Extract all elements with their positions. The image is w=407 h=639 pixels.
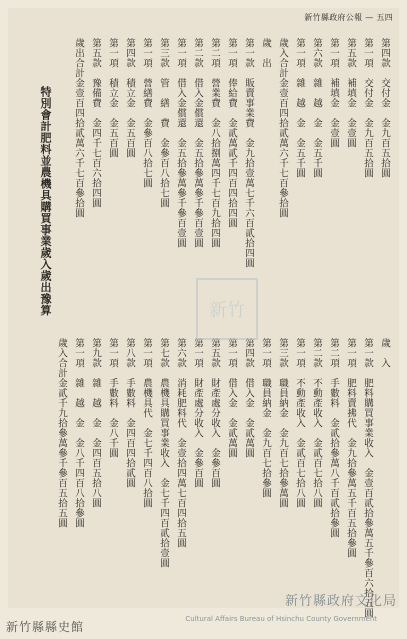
- upper-column-13: 第三款 管 繕 費 金參百八拾七圓: [158, 38, 169, 208]
- upper-column-3: 第一項 補填金 金壹圓: [328, 38, 339, 148]
- upper-column-7: 歲 出: [260, 38, 271, 68]
- upper-column-9: 第一項 俸給費 金貳萬貳千四百四拾四圓: [226, 38, 237, 228]
- lower-column-6: 第三款 職員納金 金九百七拾參萬圓: [277, 338, 288, 508]
- upper-column-1: 第一項 交付金 金九百五拾圓: [362, 38, 373, 178]
- lower-column-4: 第二款 不動產收入 金貳百七拾八圓: [311, 338, 322, 508]
- upper-column-8: 第一款 販賣事業費 金九拾壹萬七千六百貳拾四圓: [243, 38, 254, 268]
- upper-column-12: 第一項 借入金償還 金五拾參萬參千參百壹圓: [175, 38, 186, 248]
- upper-column-11: 第二款 借入金償還 金五拾參萬參千參百壹圓: [192, 38, 203, 248]
- page-header: 新竹縣政府公報 — 五四: [304, 13, 393, 22]
- lower-column-2: 第一項 肥料賣拂代 金九拾參萬五千百五拾參圓: [345, 338, 356, 558]
- upper-column-5: 第一項 雜 越 金 金五千圓: [294, 38, 305, 178]
- lower-column-18: 第一項 雜 越 金 金八千四百八拾參圓: [73, 338, 84, 528]
- upper-column-17: 第五款 豫備費 金四千七百六拾四圓: [90, 38, 101, 208]
- upper-column-16: 第一項 積立金 金五百圓: [107, 38, 118, 158]
- upper-column-18: 歲出合計金壹百四拾貳萬六千七百參拾圓: [73, 38, 84, 218]
- lower-column-14: 第一項 農機具代 金七千四百八拾圓: [141, 338, 152, 508]
- lower-column-0: 歲 入: [379, 338, 390, 368]
- lower-column-10: 第五款 財產處分收入 金參百圓: [209, 338, 220, 488]
- lower-column-17: 第九款 雜 越 金 金四百五拾八圓: [90, 338, 101, 508]
- lower-column-3: 第二項 手數料 金貳拾參萬八千百貳拾參圓: [328, 338, 339, 538]
- bureau-watermark-sub: Cultural Affairs Bureau of Hsinchu County Government: [185, 615, 377, 623]
- lower-column-9: 第一項 借入金 金貳萬圓: [226, 338, 237, 458]
- lower-column-7: 第一項 職員納金 金九百七拾參圓: [260, 338, 271, 498]
- lower-column-19: 歲入合計金貳千九拾參萬參千參百五拾五圓: [56, 338, 67, 528]
- library-stamp: 新竹: [196, 278, 258, 340]
- upper-column-14: 第一項 營繕費 金參百八拾七圓: [141, 38, 152, 188]
- library-label: 新竹縣縣史館: [6, 620, 85, 634]
- lower-column-1: 第一款 肥料購買事業收入 金壹百貳拾參萬五千參百六拾五圓: [362, 338, 373, 618]
- lower-column-11: 第一項 財產處分收入 金參百圓: [192, 338, 203, 488]
- upper-column-15: 第四款 積立金 金五百圓: [124, 38, 135, 158]
- upper-column-6: 歲入合計金壹百四拾貳萬六千七百參拾圓: [277, 38, 288, 218]
- bureau-watermark: 新竹縣政府文化局: [284, 594, 397, 609]
- lower-column-12: 第六款 消耗肥料代 金壹拾四萬七百四拾五圓: [175, 338, 186, 548]
- lower-column-16: 第一項 手數料 金八千圓: [107, 338, 118, 458]
- upper-column-4: 第六款 雜 越 金 金五千圓: [311, 38, 322, 178]
- upper-column-0: 第四款 交付金 金九百五拾圓: [379, 38, 390, 178]
- document-page: [8, 8, 399, 618]
- upper-column-2: 第五款 補填金 金壹圓: [345, 38, 356, 148]
- lower-column-5: 第一項 不動產收入 金貳百七拾八圓: [294, 338, 305, 508]
- lower-column-13: 第七款 農機具購買事業收入 金七千四百貳拾壹圓: [158, 338, 169, 568]
- lower-column-8: 第四款 借入金 金貳萬圓: [243, 338, 254, 458]
- lower-column-15: 第八款 手數料 金四百四拾貳圓: [124, 338, 135, 488]
- budget-title: 特別會計肥料並農機具購買事業歲入歲出豫算: [39, 86, 52, 316]
- upper-column-10: 第二項 營業費 金八拾捌萬四千七百九拾四圓: [209, 38, 220, 248]
